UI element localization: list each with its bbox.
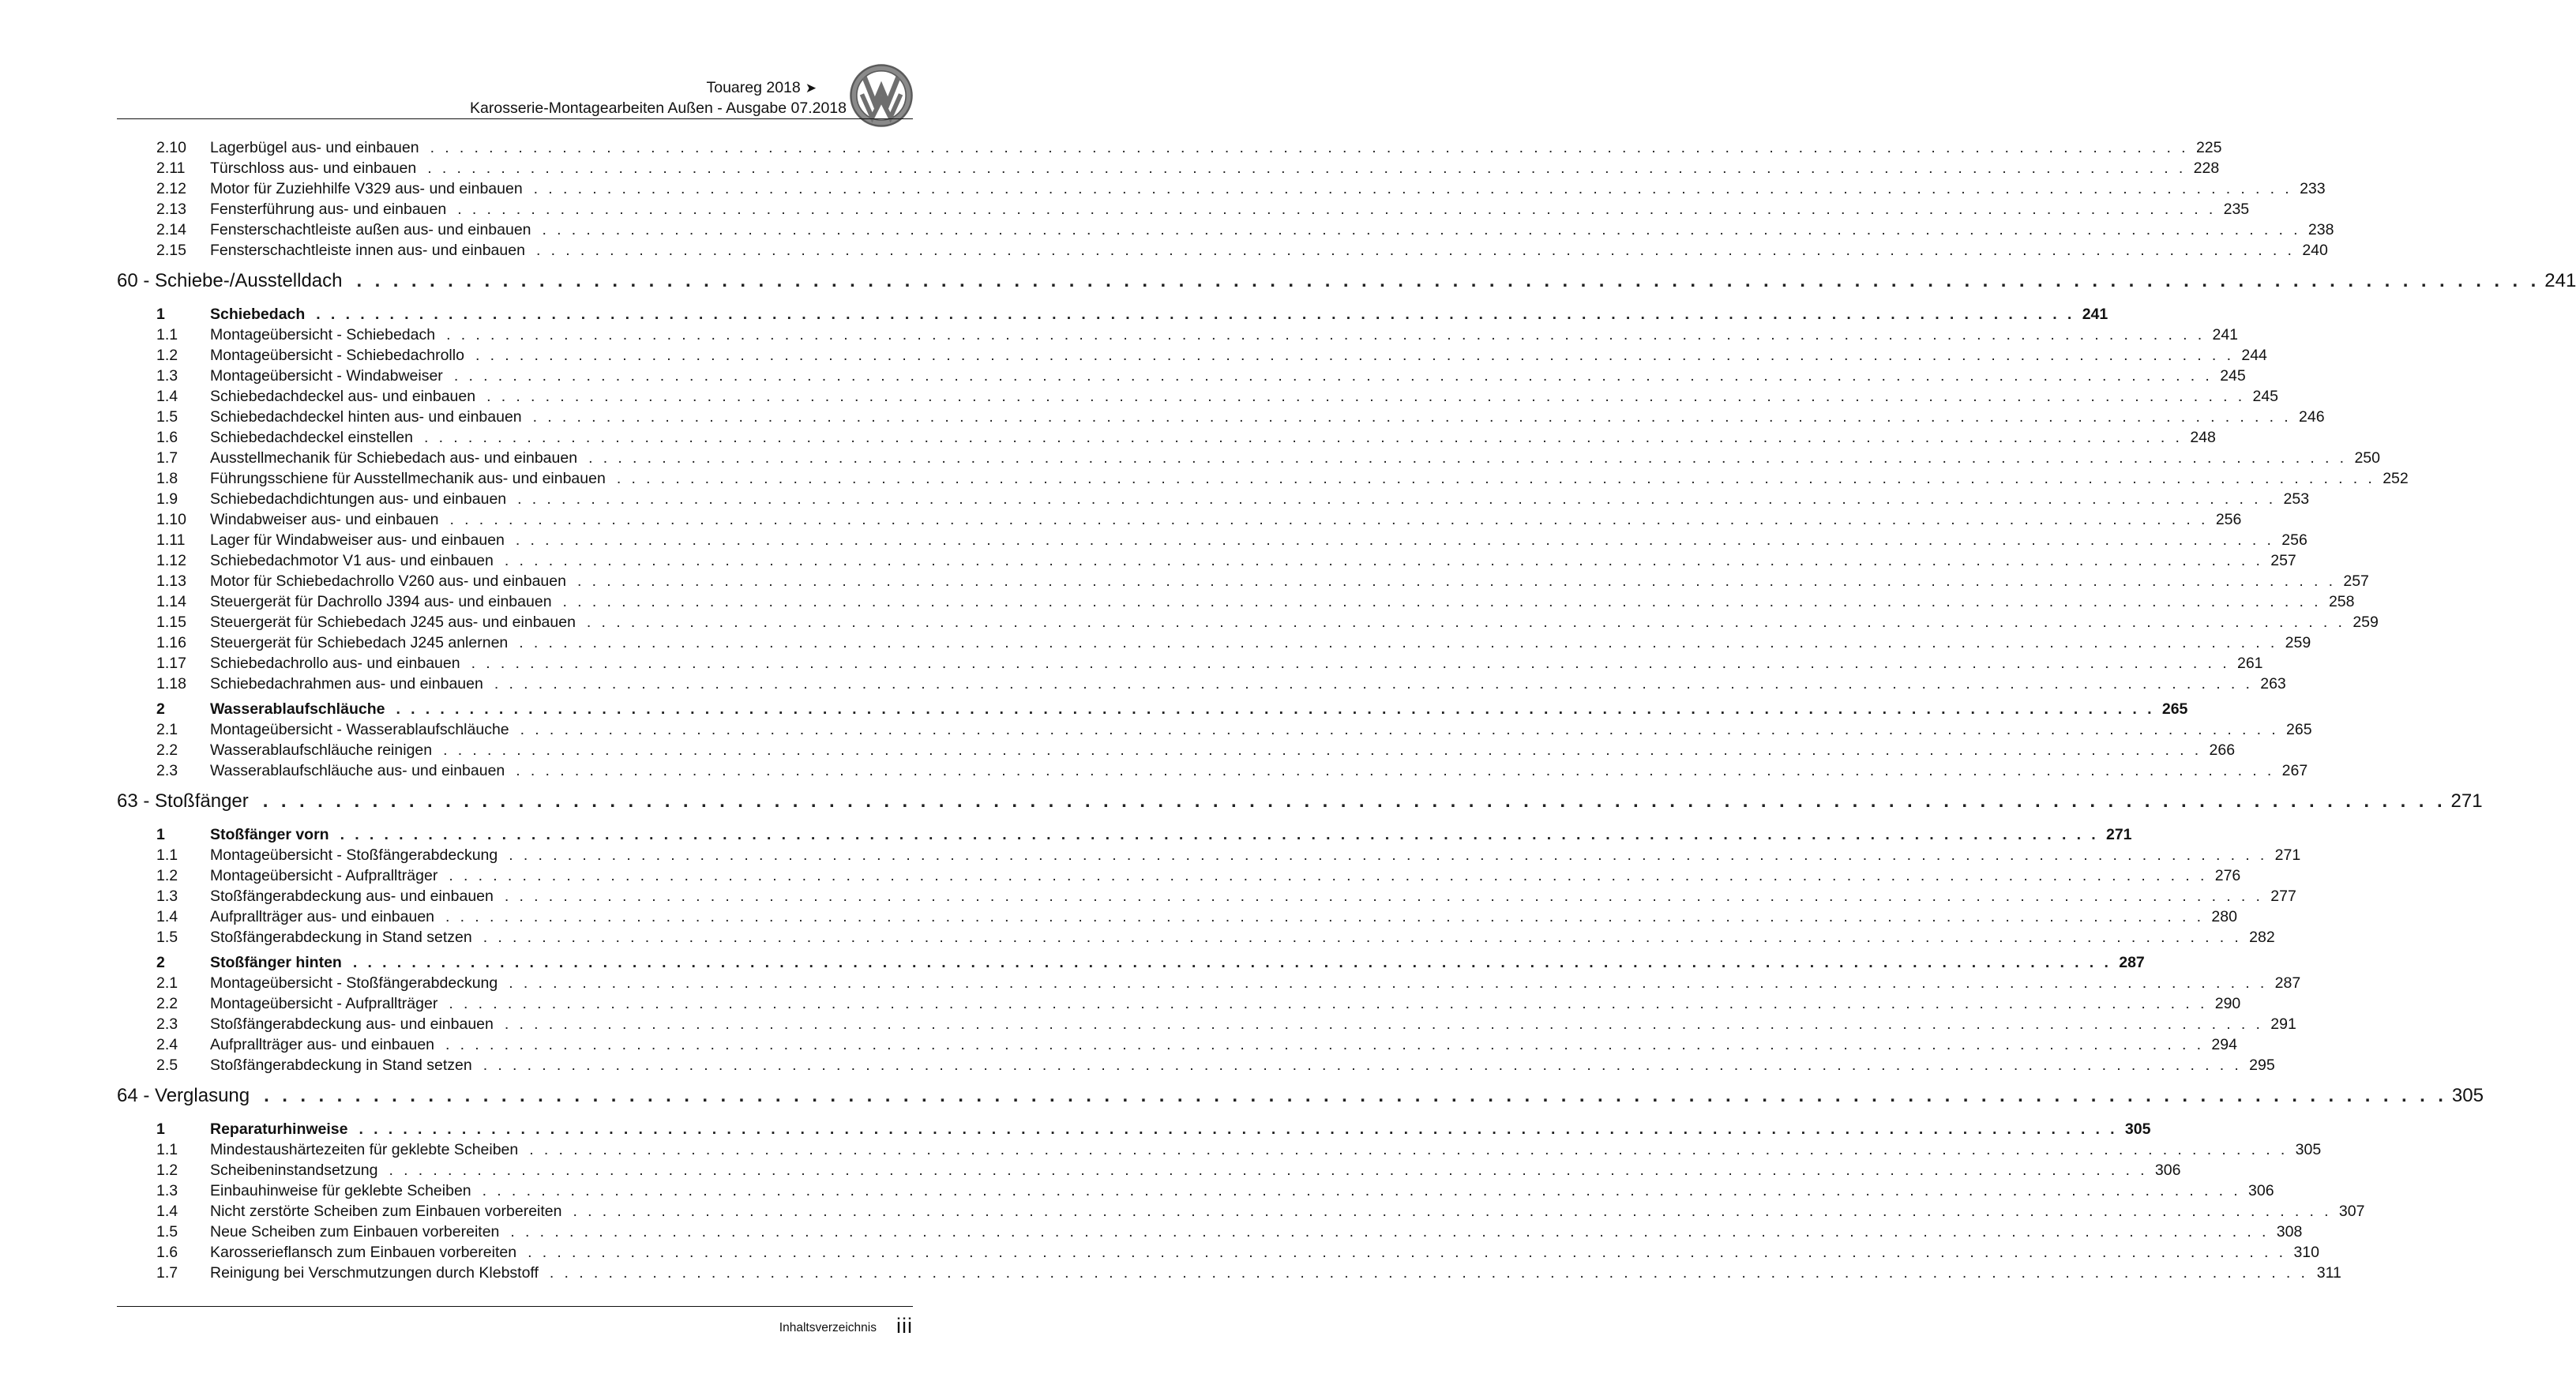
toc-page-number: 307 — [2338, 1203, 2365, 1220]
toc-entry[interactable] — [156, 160, 2220, 178]
toc-title: Steuergerät für Dachrollo J394 aus- und einbauen — [210, 593, 552, 610]
dot-leader: . . . . . . . . . . . . . . . . . . . . . . . . . . . . . . . . . . . . . . . . . . . . . . . . . . . . . . . . . . . . . . . . . . . . . . . . . . . . . . . . . . . . . . . . . . . . . . . . . . . . . . . . . . . . . . . . . . . . . . . . — [264, 1085, 2447, 1106]
toc-entry[interactable] — [156, 531, 2308, 550]
toc-number: 1.10 — [156, 511, 186, 528]
toc-number: 1.7 — [156, 1264, 178, 1282]
toc-title: Schiebedachdeckel hinten aus- und einbauen — [210, 408, 522, 426]
toc-title: Aufprallträger aus- und einbauen — [210, 908, 435, 925]
toc-number: 1.12 — [156, 552, 186, 569]
toc-number: 1.3 — [156, 1182, 178, 1199]
toc-number: 1 — [156, 826, 165, 843]
toc-entry[interactable] — [156, 242, 2328, 260]
toc-title: Schiebedachrollo aus- und einbauen — [210, 655, 460, 672]
toc-number: 2.3 — [156, 762, 178, 779]
toc-title: Montageübersicht - Stoßfängerabdeckung — [210, 974, 498, 992]
toc-title: Montageübersicht - Windabweiser — [210, 367, 443, 385]
toc-title: 64 - Verglasung — [117, 1085, 250, 1106]
toc-number: 2.5 — [156, 1057, 178, 1074]
toc-entry[interactable] — [156, 929, 2275, 947]
dot-leader: . . . . . . . . . . . . . . . . . . . . . . . . . . . . . . . . . . . . . . . . . . . . . . . . . . . . . . . . . . . . . . . . . . . . . . . . . . . . . . . . . . . . . . . . . . . . . . . . . . . . . . . . . . . . . . . . . . . . . . . . — [520, 721, 2279, 738]
dot-leader: . . . . . . . . . . . . . . . . . . . . . . . . . . . . . . . . . . . . . . . . . . . . . . . . . . . . . . . . . . . . . . . . . . . . . . . . . . . . . . . . . . . . . . . . . . . . . . . . . . . . . . . . . . . . . . . . . . . . . . . . — [515, 531, 2274, 549]
toc-number: 1.1 — [156, 846, 178, 864]
dot-leader: . . . . . . . . . . . . . . . . . . . . . . . . . . . . . . . . . . . . . . . . . . . . . . . . . . . . . . . . . . . . . . . . . . . . . . . . . . . . . . . . . . . . . . . . . . . . . . . . . . . . . . . . . . . . . . . . . . . . . . . . — [262, 790, 2446, 812]
toc-entry[interactable] — [156, 974, 2301, 993]
dot-leader: . . . . . . . . . . . . . . . . . . . . . . . . . . . . . . . . . . . . . . . . . . . . . . . . . . . . . . . . . . . . . . . . . . . . . . . . . . . . . . . . . . . . . . . . . . . . . . . . . . . . . . . . . . . . . . . . . . . . . . . . — [516, 762, 2275, 779]
toc-number: 1.5 — [156, 929, 178, 946]
toc-title: Reparaturhinweise — [210, 1120, 348, 1138]
toc-number: 1.9 — [156, 490, 178, 508]
toc-title: Windabweiser aus- und einbauen — [210, 511, 439, 528]
toc-title: Steuergerät für Schiebedach J245 aus- und einbauen — [210, 614, 576, 631]
dot-leader: . . . . . . . . . . . . . . . . . . . . . . . . . . . . . . . . . . . . . . . . . . . . . . . . . . . . . . . . . . . . . . . . . . . . . . . . . . . . . . . . . . . . . . . . . . . . . . . . . . . . . . . . . . . . . . . . . . . . . . . . — [509, 846, 2268, 864]
toc-title: Einbauhinweise für geklebte Scheiben — [210, 1182, 471, 1199]
toc-title: Stoßfänger hinten — [210, 954, 342, 971]
dot-leader: . . . . . . . . . . . . . . . . . . . . . . . . . . . . . . . . . . . . . . . . . . . . . . . . . . . . . . . . . . . . . . . . . . . . . . . . . . . . . . . . . . . . . . . . . . . . . . . . . . . . . . . . . . . . . . . . . . . . . . . . — [356, 270, 2540, 291]
toc-title: Scheibeninstandsetzung — [210, 1162, 378, 1179]
toc-number: 2.2 — [156, 995, 178, 1012]
toc-page-number: 225 — [2195, 139, 2222, 156]
toc-title: 63 - Stoßfänger — [117, 790, 249, 812]
toc-entry[interactable] — [156, 552, 2296, 570]
dot-leader: . . . . . . . . . . . . . . . . . . . . . . . . . . . . . . . . . . . . . . . . . . . . . . . . . . . . . . . . . . . . . . . . . . . . . . . . . . . . . . . . . . . . . . . . . . . . . . . . . . . . . . . . . . . . . . . . . . . . . . . . — [446, 326, 2206, 343]
toc-title: Stoßfänger vorn — [210, 826, 329, 843]
toc-number: 1.3 — [156, 888, 178, 905]
toc-entry[interactable] — [156, 721, 2312, 739]
dot-leader: . . . . . . . . . . . . . . . . . . . . . . . . . . . . . . . . . . . . . . . . . . . . . . . . . . . . . . . . . . . . . . . . . . . . . . . . . . . . . . . . . . . . . . . . . . . . . . . . . . . . . . . . . . . . . . . . . . . . . . . . — [486, 388, 2246, 405]
toc-page-number: 263 — [2260, 675, 2286, 692]
toc-entry[interactable] — [156, 367, 2246, 385]
toc-page-number: 245 — [2252, 388, 2279, 405]
toc-title: Stoßfängerabdeckung aus- und einbauen — [210, 1015, 494, 1033]
toc-number: 1 — [156, 1120, 165, 1138]
toc-page-number: 246 — [2299, 408, 2325, 426]
toc-number: 2 — [156, 700, 165, 718]
toc-number: 1.14 — [156, 593, 186, 610]
dot-leader: . . . . . . . . . . . . . . . . . . . . . . . . . . . . . . . . . . . . . . . . . . . . . . . . . . . . . . . . . . . . . . . . . . . . . . . . . . . . . . . . . . . . . . . . . . . . . . . . . . . . . . . . . . . . . . . . . . . . . . . . — [535, 242, 2295, 259]
footer-page-number: iii — [896, 1314, 913, 1338]
toc-subheading[interactable] — [156, 954, 2145, 972]
toc-title: Schiebedach — [210, 306, 306, 323]
toc-page-number: 248 — [2190, 429, 2216, 446]
toc-page-number: 306 — [2248, 1182, 2274, 1199]
dot-leader: . . . . . . . . . . . . . . . . . . . . . . . . . . . . . . . . . . . . . . . . . . . . . . . . . . . . . . . . . . . . . . . . . . . . . . . . . . . . . . . . . . . . . . . . . . . . . . . . . . . . . . . . . . . . . . . . . . . . . . . . — [504, 552, 2263, 569]
toc-entry[interactable] — [156, 762, 2308, 780]
toc-title: Nicht zerstörte Scheiben zum Einbauen vorbereiten — [210, 1203, 562, 1220]
toc-title: Montageübersicht - Schiebedachrollo — [210, 347, 464, 364]
toc-number: 2.2 — [156, 741, 178, 759]
toc-page-number: 241 — [2212, 326, 2239, 343]
toc-title: Schiebedachrahmen aus- und einbauen — [210, 675, 483, 692]
dot-leader: . . . . . . . . . . . . . . . . . . . . . . . . . . . . . . . . . . . . . . . . . . . . . . . . . . . . . . . . . . . . . . . . . . . . . . . . . . . . . . . . . . . . . . . . . . . . . . . . . . . . . . . . . . . . . . . . . . . . . . . . — [616, 470, 2375, 487]
dot-leader: . . . . . . . . . . . . . . . . . . . . . . . . . . . . . . . . . . . . . . . . . . . . . . . . . . . . . . . . . . . . . . . . . . . . . . . . . . . . . . . . . . . . . . . . . . . . . . . . . . . . . . . . . . . . . . . . . . . . . . . . — [482, 1182, 2241, 1199]
toc-title: Motor für Zuziehhilfe V329 aus- und einbauen — [210, 180, 523, 197]
toc-number: 2.14 — [156, 221, 186, 238]
dot-leader: . . . . . . . . . . . . . . . . . . . . . . . . . . . . . . . . . . . . . . . . . . . . . . . . . . . . . . . . . . . . . . . . . . . . . . . . . . . . . . . . . . . . . . . . . . . . . . . . . . . . . . . . . . . . . . . . . . . . . . . . — [529, 1141, 2289, 1158]
dot-leader: . . . . . . . . . . . . . . . . . . . . . . . . . . . . . . . . . . . . . . . . . . . . . . . . . . . . . . . . . . . . . . . . . . . . . . . . . . . . . . . . . . . . . . . . . . . . . . . . . . . . . . . . . . . . . . . . . . . . . . . . — [576, 572, 2336, 590]
toc-number: 2.12 — [156, 180, 186, 197]
dot-leader: . . . . . . . . . . . . . . . . . . . . . . . . . . . . . . . . . . . . . . . . . . . . . . . . . . . . . . . . . . . . . . . . . . . . . . . . . . . . . . . . . . . . . . . . . . . . . . . . . . . . . . . . . . . . . . . . . . . . . . . . — [475, 347, 2234, 364]
dot-leader: . . . . . . . . . . . . . . . . . . . . . . . . . . . . . . . . . . . . . . . . . . . . . . . . . . . . . . . . . . . . . . . . . . . . . . . . . . . . . . . . . . . . . . . . . . . . . . . . . . . . . . . . . . . . . . . . . . . . . . . . — [427, 160, 2187, 177]
toc-page-number: 291 — [2270, 1015, 2296, 1033]
dot-leader: . . . . . . . . . . . . . . . . . . . . . . . . . . . . . . . . . . . . . . . . . . . . . . . . . . . . . . . . . . . . . . . . . . . . . . . . . . . . . . . . . . . . . . . . . . . . . . . . . . . . . . . . . . . . . . . . . . . . . . . . — [352, 954, 2112, 971]
toc-number: 1.15 — [156, 614, 186, 631]
toc-title: Schiebedachdeckel einstellen — [210, 429, 413, 446]
dot-leader: . . . . . . . . . . . . . . . . . . . . . . . . . . . . . . . . . . . . . . . . . . . . . . . . . . . . . . . . . . . . . . . . . . . . . . . . . . . . . . . . . . . . . . . . . . . . . . . . . . . . . . . . . . . . . . . . . . . . . . . . — [532, 408, 2292, 426]
toc-chapter[interactable] — [117, 270, 2576, 292]
toc-entry[interactable] — [156, 470, 2409, 488]
toc-number: 1.6 — [156, 429, 178, 446]
toc-entry[interactable] — [156, 741, 2236, 760]
toc-page-number: 241 — [2082, 306, 2108, 323]
toc-page-number: 294 — [2211, 1036, 2237, 1053]
toc-title: Wasserablaufschläuche aus- und einbauen — [210, 762, 505, 779]
toc-entry[interactable] — [156, 1036, 2237, 1054]
toc-number: 1.5 — [156, 408, 178, 426]
dot-leader: . . . . . . . . . . . . . . . . . . . . . . . . . . . . . . . . . . . . . . . . . . . . . . . . . . . . . . . . . . . . . . . . . . . . . . . . . . . . . . . . . . . . . . . . . . . . . . . . . . . . . . . . . . . . . . . . . . . . . . . . — [504, 1015, 2263, 1033]
toc-number: 1.1 — [156, 326, 178, 343]
toc-title: Motor für Schiebedachrollo V260 aus- und einbauen — [210, 572, 566, 590]
dot-leader: . . . . . . . . . . . . . . . . . . . . . . . . . . . . . . . . . . . . . . . . . . . . . . . . . . . . . . . . . . . . . . . . . . . . . . . . . . . . . . . . . . . . . . . . . . . . . . . . . . . . . . . . . . . . . . . . . . . . . . . . — [586, 614, 2345, 631]
toc-chapter[interactable] — [117, 1085, 2484, 1107]
toc-chapter[interactable] — [117, 790, 2483, 813]
toc-page-number: 228 — [2193, 160, 2220, 177]
dot-leader: . . . . . . . . . . . . . . . . . . . . . . . . . . . . . . . . . . . . . . . . . . . . . . . . . . . . . . . . . . . . . . . . . . . . . . . . . . . . . . . . . . . . . . . . . . . . . . . . . . . . . . . . . . . . . . . . . . . . . . . . — [483, 929, 2242, 946]
toc-number: 1.5 — [156, 1223, 178, 1240]
toc-title: Reinigung bei Verschmutzungen durch Klebstoff — [210, 1264, 539, 1282]
footer-label: Inhaltsverzeichnis — [779, 1321, 877, 1334]
toc-title: Fensterschachtleiste außen aus- und einbauen — [210, 221, 531, 238]
toc-page-number: 261 — [2236, 655, 2263, 672]
toc-page-number: 267 — [2281, 762, 2308, 779]
footer-rule — [117, 1306, 913, 1307]
toc-page-number: 257 — [2270, 552, 2296, 569]
toc-number: 1.18 — [156, 675, 186, 692]
toc-subheading[interactable] — [156, 1120, 2151, 1139]
header-model-text: Touareg 2018 — [706, 79, 801, 96]
dot-leader: . . . . . . . . . . . . . . . . . . . . . . . . . . . . . . . . . . . . . . . . . . . . . . . . . . . . . . . . . . . . . . . . . . . . . . . . . . . . . . . . . . . . . . . . . . . . . . . . . . . . . . . . . . . . . . . . . . . . . . . . — [549, 1264, 2308, 1282]
toc-entry[interactable] — [156, 846, 2301, 865]
toc-page-number: 266 — [2209, 741, 2236, 759]
toc-entry[interactable] — [156, 388, 2279, 406]
toc-title: Montageübersicht - Wasserablaufschläuche — [210, 721, 509, 738]
toc-number: 1.4 — [156, 1203, 178, 1220]
toc-title: Schiebedachmotor V1 aus- und einbauen — [210, 552, 494, 569]
toc-page-number: 287 — [2274, 974, 2301, 992]
toc-title: Türschloss aus- und einbauen — [210, 160, 417, 177]
toc-subheading[interactable] — [156, 700, 2188, 719]
toc-entry[interactable] — [156, 867, 2241, 885]
dot-leader: . . . . . . . . . . . . . . . . . . . . . . . . . . . . . . . . . . . . . . . . . . . . . . . . . . . . . . . . . . . . . . . . . . . . . . . . . . . . . . . . . . . . . . . . . . . . . . . . . . . . . . . . . . . . . . . . . . . . . . . . — [340, 826, 2099, 843]
toc-number: 2.11 — [156, 160, 186, 177]
dot-leader: . . . . . . . . . . . . . . . . . . . . . . . . . . . . . . . . . . . . . . . . . . . . . . . . . . . . . . . . . . . . . . . . . . . . . . . . . . . . . . . . . . . . . . . . . . . . . . . . . . . . . . . . . . . . . . . . . . . . . . . . — [519, 634, 2278, 651]
toc-number: 2.1 — [156, 721, 178, 738]
toc-number: 2.13 — [156, 201, 186, 218]
toc-title: Steuergerät für Schiebedach J245 anlernen — [210, 634, 509, 651]
toc-number: 2.4 — [156, 1036, 178, 1053]
toc-page-number: 233 — [2300, 180, 2326, 197]
toc-page-number: 271 — [2274, 846, 2301, 864]
toc-title: Montageübersicht - Stoßfängerabdeckung — [210, 846, 498, 864]
toc-number: 1.2 — [156, 867, 178, 884]
toc-title: Lagerbügel aus- und einbauen — [210, 139, 419, 156]
toc-title: Wasserablaufschläuche — [210, 700, 385, 718]
toc-title: Lager für Windabweiser aus- und einbauen — [210, 531, 505, 549]
dot-leader: . . . . . . . . . . . . . . . . . . . . . . . . . . . . . . . . . . . . . . . . . . . . . . . . . . . . . . . . . . . . . . . . . . . . . . . . . . . . . . . . . . . . . . . . . . . . . . . . . . . . . . . . . . . . . . . . . . . . . . . . — [504, 888, 2263, 905]
toc-entry[interactable] — [156, 490, 2310, 509]
toc-page-number: 282 — [2249, 929, 2275, 946]
toc-page-number: 271 — [2450, 790, 2483, 812]
toc-entry[interactable] — [156, 634, 2311, 652]
toc-number: 2.1 — [156, 974, 178, 992]
toc-entry[interactable] — [156, 1141, 2322, 1159]
toc-entry[interactable] — [156, 908, 2237, 926]
toc-number: 1.4 — [156, 908, 178, 925]
toc-page-number: 241 — [2544, 270, 2576, 291]
toc-number: 1.2 — [156, 347, 178, 364]
toc-page-number: 259 — [2353, 614, 2379, 631]
toc-page-number: 280 — [2211, 908, 2237, 925]
dot-leader: . . . . . . . . . . . . . . . . . . . . . . . . . . . . . . . . . . . . . . . . . . . . . . . . . . . . . . . . . . . . . . . . . . . . . . . . . . . . . . . . . . . . . . . . . . . . . . . . . . . . . . . . . . . . . . . . . . . . . . . . — [528, 1244, 2286, 1261]
toc-title: Stoßfängerabdeckung in Stand setzen — [210, 1057, 472, 1074]
toc-number: 2 — [156, 954, 165, 971]
toc-entry[interactable] — [156, 1264, 2341, 1282]
toc-number: 1.4 — [156, 388, 178, 405]
toc-number: 1.7 — [156, 449, 178, 467]
dot-leader: . . . . . . . . . . . . . . . . . . . . . . . . . . . . . . . . . . . . . . . . . . . . . . . . . . . . . . . . . . . . . . . . . . . . . . . . . . . . . . . . . . . . . . . . . . . . . . . . . . . . . . . . . . . . . . . . . . . . . . . . — [316, 306, 2075, 323]
toc-page-number: 244 — [2241, 347, 2267, 364]
toc-entry[interactable] — [156, 675, 2286, 693]
toc-entry[interactable] — [156, 1015, 2296, 1034]
toc-entry[interactable] — [156, 888, 2296, 906]
toc-entry[interactable] — [156, 655, 2263, 673]
toc-page-number: 265 — [2161, 700, 2188, 718]
toc-title: Montageübersicht - Aufprallträger — [210, 867, 438, 884]
toc-title: Wasserablaufschläuche reinigen — [210, 741, 433, 759]
toc-page-number: 271 — [2105, 826, 2132, 843]
toc-page-number: 305 — [2124, 1120, 2151, 1138]
toc-page-number: 308 — [2276, 1223, 2303, 1240]
toc-entry[interactable] — [156, 221, 2334, 239]
toc-entry[interactable] — [156, 201, 2250, 219]
toc-number: 1.6 — [156, 1244, 178, 1261]
toc-page-number: 250 — [2354, 449, 2380, 467]
toc-entry[interactable] — [156, 1203, 2365, 1221]
toc-title: Neue Scheiben zum Einbauen vorbereiten — [210, 1223, 500, 1240]
dot-leader: . . . . . . . . . . . . . . . . . . . . . . . . . . . . . . . . . . . . . . . . . . . . . . . . . . . . . . . . . . . . . . . . . . . . . . . . . . . . . . . . . . . . . . . . . . . . . . . . . . . . . . . . . . . . . . . . . . . . . . . . — [449, 511, 2209, 528]
dot-leader: . . . . . . . . . . . . . . . . . . . . . . . . . . . . . . . . . . . . . . . . . . . . . . . . . . . . . . . . . . . . . . . . . . . . . . . . . . . . . . . . . . . . . . . . . . . . . . . . . . . . . . . . . . . . . . . . . . . . . . . . — [449, 867, 2208, 884]
toc-entry[interactable] — [156, 593, 2355, 611]
toc-page-number: 306 — [2154, 1162, 2181, 1179]
toc-page-number: 257 — [2343, 572, 2369, 590]
header-subtitle: Karosserie-Montagearbeiten Außen - Ausgabe 07.2018 — [470, 99, 847, 117]
dot-leader: . . . . . . . . . . . . . . . . . . . . . . . . . . . . . . . . . . . . . . . . . . . . . . . . . . . . . . . . . . . . . . . . . . . . . . . . . . . . . . . . . . . . . . . . . . . . . . . . . . . . . . . . . . . . . . . . . . . . . . . . — [396, 700, 2155, 718]
toc-page-number: 240 — [2302, 242, 2328, 259]
dot-leader: . . . . . . . . . . . . . . . . . . . . . . . . . . . . . . . . . . . . . . . . . . . . . . . . . . . . . . . . . . . . . . . . . . . . . . . . . . . . . . . . . . . . . . . . . . . . . . . . . . . . . . . . . . . . . . . . . . . . . . . . — [542, 221, 2301, 238]
toc-page-number: 310 — [2293, 1244, 2319, 1261]
toc-page-number: 287 — [2119, 954, 2145, 971]
toc-entry[interactable] — [156, 449, 2380, 467]
toc-page-number: 295 — [2249, 1057, 2275, 1074]
dot-leader: . . . . . . . . . . . . . . . . . . . . . . . . . . . . . . . . . . . . . . . . . . . . . . . . . . . . . . . . . . . . . . . . . . . . . . . . . . . . . . . . . . . . . . . . . . . . . . . . . . . . . . . . . . . . . . . . . . . . . . . . — [430, 139, 2189, 156]
toc-entry[interactable] — [156, 511, 2242, 529]
toc-title: Montageübersicht - Aufprallträger — [210, 995, 438, 1012]
dot-leader: . . . . . . . . . . . . . . . . . . . . . . . . . . . . . . . . . . . . . . . . . . . . . . . . . . . . . . . . . . . . . . . . . . . . . . . . . . . . . . . . . . . . . . . . . . . . . . . . . . . . . . . . . . . . . . . . . . . . . . . . — [457, 201, 2217, 218]
toc-entry[interactable] — [156, 995, 2241, 1013]
toc-entry[interactable] — [156, 326, 2239, 344]
toc-entry[interactable] — [156, 614, 2379, 632]
toc-page-number: 258 — [2328, 593, 2355, 610]
toc-page-number: 290 — [2214, 995, 2241, 1012]
toc-number: 1.2 — [156, 1162, 178, 1179]
toc-title: Schiebedachdeckel aus- und einbauen — [210, 388, 476, 405]
dot-leader: . . . . . . . . . . . . . . . . . . . . . . . . . . . . . . . . . . . . . . . . . . . . . . . . . . . . . . . . . . . . . . . . . . . . . . . . . . . . . . . . . . . . . . . . . . . . . . . . . . . . . . . . . . . . . . . . . . . . . . . . — [509, 974, 2268, 992]
toc-title: Aufprallträger aus- und einbauen — [210, 1036, 435, 1053]
toc-number: 1.3 — [156, 367, 178, 385]
dot-leader: . . . . . . . . . . . . . . . . . . . . . . . . . . . . . . . . . . . . . . . . . . . . . . . . . . . . . . . . . . . . . . . . . . . . . . . . . . . . . . . . . . . . . . . . . . . . . . . . . . . . . . . . . . . . . . . . . . . . . . . . — [517, 490, 2277, 508]
toc-number: 1.16 — [156, 634, 186, 651]
toc-entry[interactable] — [156, 1223, 2303, 1241]
dot-leader: . . . . . . . . . . . . . . . . . . . . . . . . . . . . . . . . . . . . . . . . . . . . . . . . . . . . . . . . . . . . . . . . . . . . . . . . . . . . . . . . . . . . . . . . . . . . . . . . . . . . . . . . . . . . . . . . . . . . . . . . — [494, 675, 2253, 692]
toc-entry[interactable] — [156, 429, 2216, 447]
toc-title: Ausstellmechanik für Schiebedach aus- und einbauen — [210, 449, 578, 467]
toc-entry[interactable] — [156, 572, 2369, 591]
toc-page-number: 276 — [2214, 867, 2241, 884]
toc-entry[interactable] — [156, 1057, 2275, 1075]
toc-page-number: 305 — [2451, 1085, 2484, 1106]
dot-leader: . . . . . . . . . . . . . . . . . . . . . . . . . . . . . . . . . . . . . . . . . . . . . . . . . . . . . . . . . . . . . . . . . . . . . . . . . . . . . . . . . . . . . . . . . . . . . . . . . . . . . . . . . . . . . . . . . . . . . . . . — [423, 429, 2183, 446]
toc-entry[interactable] — [156, 1162, 2181, 1180]
toc-page-number: 253 — [2283, 490, 2310, 508]
toc-number: 2.3 — [156, 1015, 178, 1033]
toc-number: 1.1 — [156, 1141, 178, 1158]
toc-number: 1.17 — [156, 655, 186, 672]
toc-number: 1.8 — [156, 470, 178, 487]
dot-leader: . . . . . . . . . . . . . . . . . . . . . . . . . . . . . . . . . . . . . . . . . . . . . . . . . . . . . . . . . . . . . . . . . . . . . . . . . . . . . . . . . . . . . . . . . . . . . . . . . . . . . . . . . . . . . . . . . . . . . . . . — [449, 995, 2208, 1012]
dot-leader: . . . . . . . . . . . . . . . . . . . . . . . . . . . . . . . . . . . . . . . . . . . . . . . . . . . . . . . . . . . . . . . . . . . . . . . . . . . . . . . . . . . . . . . . . . . . . . . . . . . . . . . . . . . . . . . . . . . . . . . . — [359, 1120, 2118, 1138]
toc-title: Führungsschiene für Ausstellmechanik aus- und einbauen — [210, 470, 606, 487]
dot-leader: . . . . . . . . . . . . . . . . . . . . . . . . . . . . . . . . . . . . . . . . . . . . . . . . . . . . . . . . . . . . . . . . . . . . . . . . . . . . . . . . . . . . . . . . . . . . . . . . . . . . . . . . . . . . . . . . . . . . . . . . — [573, 1203, 2332, 1220]
dot-leader: . . . . . . . . . . . . . . . . . . . . . . . . . . . . . . . . . . . . . . . . . . . . . . . . . . . . . . . . . . . . . . . . . . . . . . . . . . . . . . . . . . . . . . . . . . . . . . . . . . . . . . . . . . . . . . . . . . . . . . . . — [510, 1223, 2270, 1240]
toc-entry[interactable] — [156, 347, 2267, 365]
dot-leader: . . . . . . . . . . . . . . . . . . . . . . . . . . . . . . . . . . . . . . . . . . . . . . . . . . . . . . . . . . . . . . . . . . . . . . . . . . . . . . . . . . . . . . . . . . . . . . . . . . . . . . . . . . . . . . . . . . . . . . . . — [445, 1036, 2204, 1053]
dot-leader: . . . . . . . . . . . . . . . . . . . . . . . . . . . . . . . . . . . . . . . . . . . . . . . . . . . . . . . . . . . . . . . . . . . . . . . . . . . . . . . . . . . . . . . . . . . . . . . . . . . . . . . . . . . . . . . . . . . . . . . . — [533, 180, 2292, 197]
toc-number: 1 — [156, 306, 165, 323]
toc-page-number: 256 — [2215, 511, 2242, 528]
toc-title: Fensterschachtleiste innen aus- und einbauen — [210, 242, 525, 259]
toc-title: Montageübersicht - Schiebedach — [210, 326, 436, 343]
toc-page-number: 256 — [2281, 531, 2308, 549]
toc-number: 1.11 — [156, 531, 186, 549]
toc-title: Schiebedachdichtungen aus- und einbauen — [210, 490, 507, 508]
toc-entry[interactable] — [156, 408, 2325, 426]
toc-page-number: 245 — [2220, 367, 2246, 385]
toc-number: 2.15 — [156, 242, 186, 259]
toc-title: Karosserieflansch zum Einbauen vorbereiten — [210, 1244, 517, 1261]
toc-number: 1.13 — [156, 572, 186, 590]
toc-page-number: 305 — [2295, 1141, 2322, 1158]
dot-leader: . . . . . . . . . . . . . . . . . . . . . . . . . . . . . . . . . . . . . . . . . . . . . . . . . . . . . . . . . . . . . . . . . . . . . . . . . . . . . . . . . . . . . . . . . . . . . . . . . . . . . . . . . . . . . . . . . . . . . . . . — [471, 655, 2230, 672]
toc-page-number: 259 — [2285, 634, 2311, 651]
toc-page-number: 238 — [2308, 221, 2334, 238]
toc-title: 60 - Schiebe-/Ausstelldach — [117, 270, 343, 291]
dot-leader: . . . . . . . . . . . . . . . . . . . . . . . . . . . . . . . . . . . . . . . . . . . . . . . . . . . . . . . . . . . . . . . . . . . . . . . . . . . . . . . . . . . . . . . . . . . . . . . . . . . . . . . . . . . . . . . . . . . . . . . . — [483, 1057, 2242, 1074]
dot-leader: . . . . . . . . . . . . . . . . . . . . . . . . . . . . . . . . . . . . . . . . . . . . . . . . . . . . . . . . . . . . . . . . . . . . . . . . . . . . . . . . . . . . . . . . . . . . . . . . . . . . . . . . . . . . . . . . . . . . . . . . — [562, 593, 2322, 610]
dot-leader: . . . . . . . . . . . . . . . . . . . . . . . . . . . . . . . . . . . . . . . . . . . . . . . . . . . . . . . . . . . . . . . . . . . . . . . . . . . . . . . . . . . . . . . . . . . . . . . . . . . . . . . . . . . . . . . . . . . . . . . . — [453, 367, 2213, 385]
toc-page-number: 252 — [2383, 470, 2409, 487]
dot-leader: . . . . . . . . . . . . . . . . . . . . . . . . . . . . . . . . . . . . . . . . . . . . . . . . . . . . . . . . . . . . . . . . . . . . . . . . . . . . . . . . . . . . . . . . . . . . . . . . . . . . . . . . . . . . . . . . . . . . . . . . — [443, 741, 2202, 759]
toc-page-number: 277 — [2270, 888, 2296, 905]
toc-page-number: 265 — [2286, 721, 2312, 738]
dot-leader: . . . . . . . . . . . . . . . . . . . . . . . . . . . . . . . . . . . . . . . . . . . . . . . . . . . . . . . . . . . . . . . . . . . . . . . . . . . . . . . . . . . . . . . . . . . . . . . . . . . . . . . . . . . . . . . . . . . . . . . . — [588, 449, 2347, 467]
toc-entry[interactable] — [156, 139, 2222, 157]
toc-title: Mindestaushärtezeiten für geklebte Scheiben — [210, 1141, 519, 1158]
toc-title: Stoßfängerabdeckung in Stand setzen — [210, 929, 472, 946]
toc-title: Fensterführung aus- und einbauen — [210, 201, 447, 218]
toc-page-number: 235 — [2223, 201, 2250, 218]
toc-title: Stoßfängerabdeckung aus- und einbauen — [210, 888, 494, 905]
toc-subheading[interactable] — [156, 826, 2132, 844]
toc-entry[interactable] — [156, 1244, 2319, 1262]
toc-entry[interactable] — [156, 1182, 2274, 1200]
toc-page-number: 311 — [2316, 1264, 2341, 1282]
dot-leader: . . . . . . . . . . . . . . . . . . . . . . . . . . . . . . . . . . . . . . . . . . . . . . . . . . . . . . . . . . . . . . . . . . . . . . . . . . . . . . . . . . . . . . . . . . . . . . . . . . . . . . . . . . . . . . . . . . . . . . . . — [389, 1162, 2148, 1179]
dot-leader: . . . . . . . . . . . . . . . . . . . . . . . . . . . . . . . . . . . . . . . . . . . . . . . . . . . . . . . . . . . . . . . . . . . . . . . . . . . . . . . . . . . . . . . . . . . . . . . . . . . . . . . . . . . . . . . . . . . . . . . . — [445, 908, 2204, 925]
toc-entry[interactable] — [156, 180, 2326, 198]
toc-number: 2.10 — [156, 139, 186, 156]
arrow-right-icon: ➤ — [805, 81, 817, 96]
toc-subheading[interactable] — [156, 306, 2108, 324]
